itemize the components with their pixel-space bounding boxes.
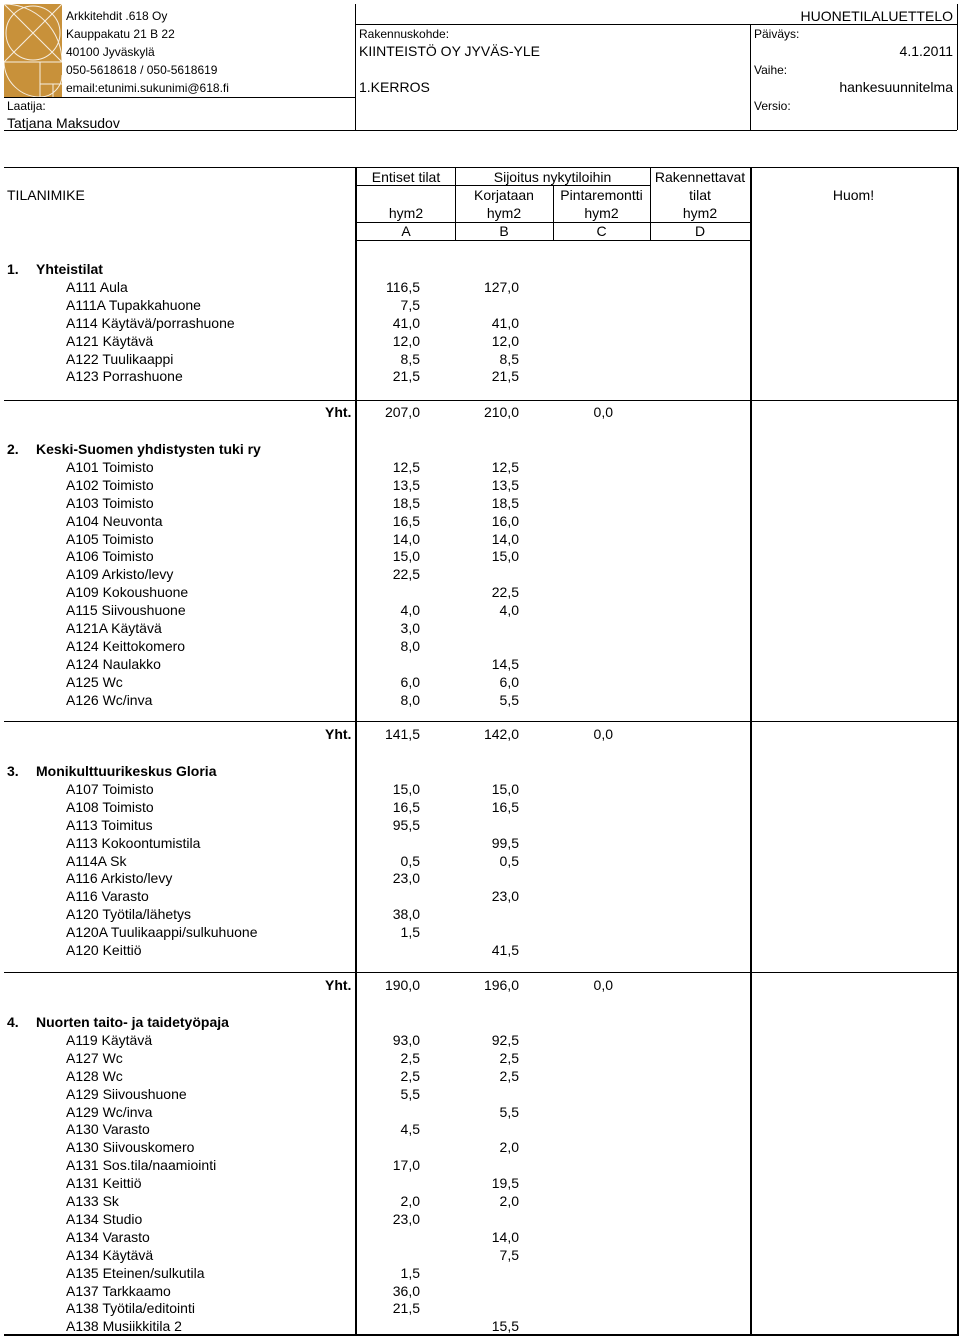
- room-area-repair: 14,0: [491, 530, 519, 547]
- room-area-repair: 16,5: [491, 798, 519, 815]
- room-area-existing: 2,5: [400, 1049, 420, 1066]
- company-street: Kauppakatu 21 B 22: [66, 27, 175, 41]
- room-area-existing: 8,5: [400, 350, 420, 367]
- room-area-existing: 38,0: [392, 906, 420, 923]
- room-area-repair: 8,5: [499, 350, 519, 367]
- room-area-existing: 16,5: [392, 512, 420, 529]
- room-area-repair: 0,5: [499, 852, 519, 869]
- room-name: A106 Toimisto: [66, 548, 154, 565]
- section-title: Yhteistilat: [36, 261, 103, 277]
- col-a-letter: A: [401, 223, 411, 239]
- company-name: Arkkitehdit .618 Oy: [66, 9, 168, 23]
- company-email: email:etunimi.sukunimi@618.fi: [66, 81, 229, 95]
- room-name: A111A Tupakkahuone: [66, 296, 201, 313]
- section-total-existing: 141,5: [384, 726, 420, 742]
- room-name: A120A Tuulikaappi/sulkuhuone: [66, 924, 258, 941]
- room-area-repair: 2,0: [499, 1139, 519, 1156]
- section-number: 4.: [7, 1014, 19, 1030]
- col-b-unit: hym2: [486, 205, 522, 221]
- room-name: A130 Siivouskomero: [66, 1139, 195, 1156]
- room-area-existing: 15,0: [392, 780, 420, 797]
- room-area-repair: 99,5: [491, 834, 519, 851]
- room-area-existing: 1,5: [400, 924, 420, 941]
- section-title: Keski-Suomen yhdistysten tuki ry: [36, 441, 261, 457]
- section-number: 1.: [7, 261, 19, 277]
- room-area-repair: 23,0: [491, 888, 519, 905]
- room-area-existing: 95,5: [392, 816, 420, 833]
- room-name: A128 Wc: [66, 1067, 123, 1084]
- room-name: A138 Työtila/editointi: [66, 1300, 195, 1317]
- author-value: Tatjana Maksudov: [7, 115, 120, 131]
- room-name: A120 Keittiö: [66, 942, 142, 958]
- room-area-existing: 3,0: [400, 620, 420, 636]
- section-total-rule: [4, 972, 957, 973]
- room-name: A115 Siivoushuone: [66, 602, 186, 619]
- room-name: A124 Naulakko: [66, 655, 161, 672]
- section-total-label: Yht.: [325, 726, 352, 742]
- room-area-existing: 7,5: [400, 296, 420, 313]
- room-name: A109 Arkisto/levy: [66, 566, 174, 583]
- section-total-label: Yht.: [325, 404, 352, 420]
- version-label: Versio:: [754, 99, 791, 113]
- room-name: A114A Sk: [66, 852, 127, 869]
- room-area-existing: 0,5: [400, 852, 420, 869]
- room-name: A127 Wc: [66, 1049, 123, 1066]
- col-d-title-2: tilat: [689, 187, 711, 203]
- room-name: A105 Toimisto: [66, 530, 154, 547]
- section-total-repair: 142,0: [483, 726, 519, 742]
- room-area-repair: 92,5: [491, 1031, 519, 1048]
- room-area-repair: 6,0: [499, 673, 519, 690]
- room-name: A119 Käytävä: [66, 1031, 153, 1048]
- room-name: A103 Toimisto: [66, 494, 154, 511]
- section-total-repair: 196,0: [483, 977, 519, 993]
- room-area-existing: 2,0: [400, 1193, 420, 1209]
- room-name: A111 Aula: [66, 278, 128, 295]
- room-area-existing: 4,5: [400, 1121, 420, 1138]
- room-name: A124 Keittokomero: [66, 637, 186, 654]
- room-area-existing: 12,0: [392, 332, 420, 349]
- room-area-repair: 127,0: [483, 278, 519, 295]
- room-area-repair: 13,5: [491, 476, 519, 493]
- room-area-existing: 116,5: [386, 278, 420, 295]
- room-area-existing: 12,5: [392, 458, 420, 475]
- doc-title: HUONETILALUETTELO: [800, 8, 953, 24]
- room-name: A123 Porrashuone: [66, 368, 183, 385]
- room-area-repair: 16,0: [491, 512, 519, 529]
- room-name: A114 Käytävä/porrashuone: [66, 314, 235, 331]
- room-area-existing: 15,0: [392, 548, 420, 565]
- section-total-surface: 0,0: [593, 726, 613, 742]
- section-total-existing: 207,0: [384, 404, 420, 420]
- company-city: 40100 Jyväskylä: [66, 45, 155, 59]
- section-total-surface: 0,0: [593, 404, 613, 420]
- room-area-repair: 21,5: [491, 368, 519, 385]
- room-area-repair: 2,5: [499, 1067, 519, 1084]
- room-name: A122 Tuulikaappi: [66, 350, 174, 367]
- section-total-rule: [4, 721, 957, 722]
- date-label: Päiväys:: [754, 27, 800, 41]
- room-area-repair: 41,0: [491, 314, 519, 331]
- room-name: A130 Varasto: [66, 1121, 150, 1138]
- section-title: Nuorten taito- ja taidetyöpaja: [36, 1014, 229, 1030]
- col-d-letter: D: [694, 223, 706, 239]
- room-area-existing: 2,5: [400, 1067, 420, 1084]
- room-name: A131 Sos.tila/naamiointi: [66, 1157, 217, 1174]
- room-name: A135 Eteinen/sulkutila: [66, 1264, 205, 1281]
- room-area-existing: 41,0: [392, 314, 420, 331]
- room-area-existing: 17,0: [392, 1157, 420, 1174]
- col-a-unit: hym2: [388, 205, 424, 221]
- room-area-existing: 22,5: [392, 566, 420, 583]
- section-number: 2.: [7, 441, 19, 457]
- room-name: A116 Varasto: [66, 888, 149, 905]
- project-label: Rakennuskohde:: [359, 27, 450, 41]
- col-a-title: Entiset tilat: [371, 169, 441, 185]
- room-area-repair: 14,5: [491, 655, 519, 672]
- section-total-rule: [4, 400, 957, 401]
- room-area-existing: 21,5: [392, 368, 420, 385]
- section-total-existing: 190,0: [384, 977, 420, 993]
- room-area-existing: 4,0: [400, 602, 420, 619]
- room-name: A138 Musiikkitila 2: [66, 1318, 182, 1335]
- room-area-repair: 19,5: [491, 1175, 519, 1192]
- room-area-existing: 23,0: [392, 870, 420, 887]
- room-area-repair: 15,0: [491, 548, 519, 565]
- room-name: A104 Neuvonta: [66, 512, 163, 529]
- room-name: A131 Keittiö: [66, 1175, 142, 1192]
- col-d-title: Rakennettavat: [654, 169, 746, 185]
- room-area-repair: 7,5: [499, 1246, 519, 1263]
- room-area-repair: 15,5: [491, 1318, 519, 1335]
- room-area-repair: 22,5: [491, 584, 519, 601]
- room-name: A134 Studio: [66, 1210, 143, 1227]
- section-total-repair: 210,0: [483, 404, 519, 420]
- room-name: A109 Kokoushuone: [66, 584, 189, 601]
- room-name: A133 Sk: [66, 1193, 119, 1209]
- room-name: A129 Siivoushuone: [66, 1085, 187, 1102]
- room-area-repair: 18,5: [491, 494, 519, 511]
- section-total-surface: 0,0: [593, 977, 613, 993]
- room-area-repair: 5,5: [499, 691, 519, 708]
- project-value: KIINTEISTÖ OY JYVÄS-YLE: [359, 43, 541, 59]
- section-title: Monikulttuurikeskus Gloria: [36, 763, 217, 779]
- phase-value: hankesuunnitelma: [839, 79, 953, 95]
- room-area-repair: 41,5: [491, 942, 519, 958]
- room-area-repair: 12,0: [491, 332, 519, 349]
- room-name: A116 Arkisto/levy: [66, 870, 173, 887]
- date-value: 4.1.2011: [899, 43, 953, 59]
- floor-value: 1.KERROS: [359, 79, 430, 95]
- author-label: Laatija:: [7, 99, 46, 113]
- room-name: A107 Toimisto: [66, 780, 154, 797]
- phase-label: Vaihe:: [754, 63, 788, 77]
- room-area-existing: 8,0: [400, 637, 420, 654]
- room-area-existing: 16,5: [392, 798, 420, 815]
- room-area-existing: 23,0: [392, 1210, 420, 1227]
- room-name: A113 Toimitus: [66, 816, 153, 833]
- room-area-existing: 13,5: [392, 476, 420, 493]
- col-c-unit: hym2: [584, 205, 619, 221]
- room-name: A108 Toimisto: [66, 798, 154, 815]
- golden-ratio-logo: [4, 4, 62, 97]
- room-name: A120 Työtila/lähetys: [66, 906, 192, 923]
- room-area-repair: 4,0: [499, 602, 519, 619]
- room-name: A129 Wc/inva: [66, 1103, 153, 1120]
- col-c-title: Pintaremontti: [560, 187, 643, 203]
- room-area-existing: 93,0: [392, 1031, 420, 1048]
- room-name: A137 Tarkkaamo: [66, 1282, 171, 1299]
- room-name: A113 Kokoontumistila: [66, 834, 201, 851]
- col-d-unit: hym2: [682, 205, 718, 221]
- room-name: A102 Toimisto: [66, 476, 154, 493]
- room-area-repair: 14,0: [491, 1228, 519, 1245]
- room-name: A134 Varasto: [66, 1228, 150, 1245]
- room-name: A121 Käytävä: [66, 332, 154, 349]
- room-name: A121A Käytävä: [66, 620, 162, 636]
- section-number: 3.: [7, 763, 19, 779]
- room-area-repair: 2,0: [499, 1193, 519, 1209]
- room-name: A125 Wc: [66, 673, 123, 690]
- room-area-repair: 5,5: [499, 1103, 519, 1120]
- room-area-repair: 12,5: [491, 458, 519, 475]
- room-area-existing: 18,5: [392, 494, 420, 511]
- col-placement-group: Sijoitus nykytiloihin: [493, 169, 612, 185]
- room-name: A101 Toimisto: [66, 458, 154, 475]
- room-area-existing: 1,5: [400, 1264, 420, 1281]
- room-area-existing: 21,5: [392, 1300, 420, 1317]
- room-area-repair: 15,0: [491, 780, 519, 797]
- room-area-existing: 14,0: [392, 530, 420, 547]
- col-room-name: TILANIMIKE: [7, 187, 85, 203]
- room-area-repair: 2,5: [499, 1049, 519, 1066]
- room-area-existing: 8,0: [400, 691, 420, 708]
- col-b-title: Korjataan: [474, 187, 534, 203]
- room-name: A134 Käytävä: [66, 1246, 154, 1263]
- col-remarks: Huom!: [832, 187, 875, 203]
- room-name: A126 Wc/inva: [66, 691, 153, 708]
- company-phone: 050-5618618 / 050-5618619: [66, 63, 218, 77]
- col-b-letter: B: [499, 223, 509, 239]
- col-c-letter: C: [596, 223, 607, 239]
- room-area-existing: 5,5: [400, 1085, 420, 1102]
- section-total-label: Yht.: [325, 977, 352, 993]
- room-area-existing: 36,0: [392, 1282, 420, 1299]
- room-area-existing: 6,0: [400, 673, 420, 690]
